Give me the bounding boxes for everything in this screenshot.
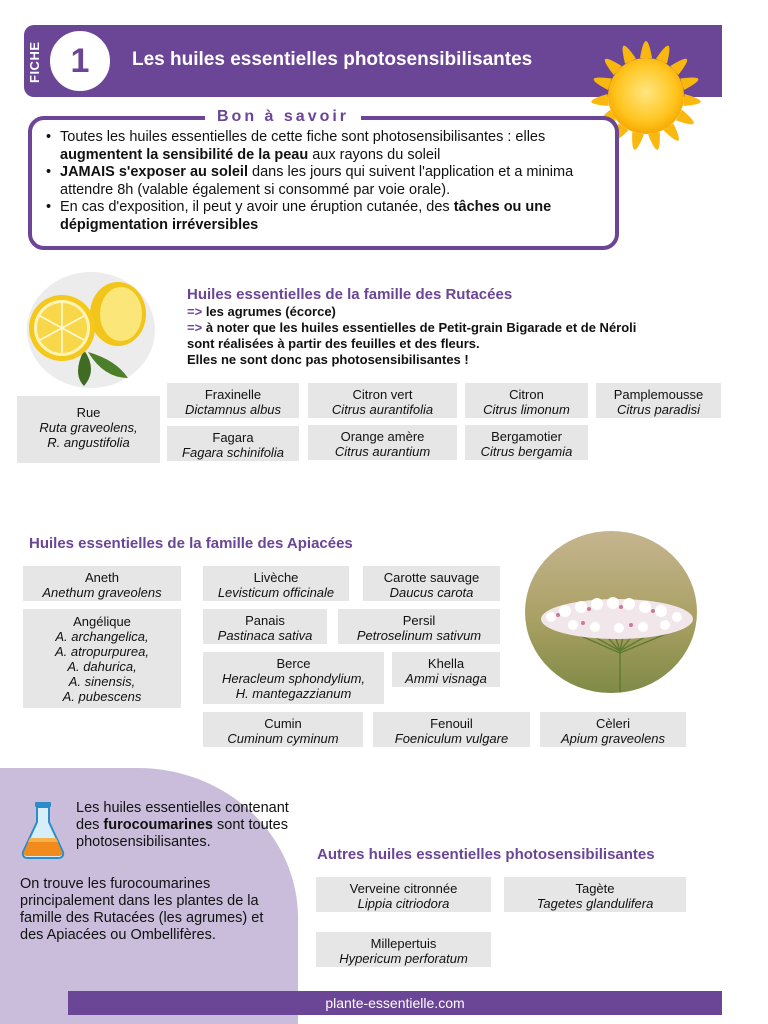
plant-card-angelique: Angélique A. archangelica, A. atropurpurea, A. dahurica, A. sinensis, A. pubescens bbox=[23, 609, 181, 708]
furocoumarines-detail: On trouve les furocoumarines principalement dans les plantes de la famille des Rutacées (les agrumes) et des Apiacées ou Ombellifères. bbox=[20, 876, 264, 943]
bon-a-savoir-item: • Toutes les huiles essentielles de cette fiche sont photosensibilisantes : elles augmentent la sensibilité de la peau aux rayons du soleil bbox=[44, 129, 604, 164]
plant-card-fagara: Fagara Fagara schinifolia bbox=[167, 426, 299, 461]
rutacees-notes: => les agrumes (écorce) => à noter que les huiles essentielles de Petit-grain Bigarade et de Néroli sont réalisées à partir des feuilles et des fleurs. Elles ne sont donc pas photosensibilisantes ! bbox=[187, 304, 637, 367]
footer-site: plante-essentielle.com bbox=[68, 991, 722, 1015]
rutacees-title: Huiles essentielles de la famille des Rutacées bbox=[187, 286, 513, 303]
bon-a-savoir-item: • JAMAIS s'exposer au soleil dans les jours qui suivent l'application et a minima attendre 8h (valable également si consommé par voie orale). bbox=[44, 164, 604, 199]
plant-card-cumin: Cumin Cuminum cyminum bbox=[203, 712, 363, 747]
plant-card-millepertuis: Millepertuis Hypericum perforatum bbox=[316, 932, 491, 967]
plant-card-berce: Berce Heracleum sphondylium, H. mantegazzianum bbox=[203, 652, 384, 704]
plant-card-celeri: Cèleri Apium graveolens bbox=[540, 712, 686, 747]
furocoumarines-intro: Les huiles essentielles contenant des furocoumarines sont toutes photosensibilisantes. bbox=[76, 800, 289, 850]
plant-card-tagete: Tagète Tagetes glandulifera bbox=[504, 877, 686, 912]
lemon-image bbox=[24, 270, 158, 390]
plant-card-bergamotier: Bergamotier Citrus bergamia bbox=[465, 425, 588, 460]
plant-card-aneth: Aneth Anethum graveolens bbox=[23, 566, 181, 601]
plant-card-persil: Persil Petroselinum sativum bbox=[338, 609, 500, 644]
fiche-label: FICHE bbox=[27, 41, 42, 83]
plant-card-orange-amere: Orange amère Citrus aurantium bbox=[308, 425, 457, 460]
plant-card-citron: Citron Citrus limonum bbox=[465, 383, 588, 418]
bon-a-savoir-title: Bon à savoir bbox=[205, 106, 361, 128]
fiche-number: 1 bbox=[70, 42, 90, 80]
plant-card-fenouil: Fenouil Foeniculum vulgare bbox=[373, 712, 530, 747]
plant-card-citron-vert: Citron vert Citrus aurantifolia bbox=[308, 383, 457, 418]
bon-a-savoir-item: • En cas d'exposition, il peut y avoir une éruption cutanée, des tâches ou une dépigmentation irréversibles bbox=[44, 199, 604, 234]
flask-icon bbox=[20, 800, 66, 860]
plant-card-verveine-citronnee: Verveine citronnée Lippia citriodora bbox=[316, 877, 491, 912]
autres-title: Autres huiles essentielles photosensibilisantes bbox=[317, 846, 655, 863]
plant-card-carotte-sauvage: Carotte sauvage Daucus carota bbox=[363, 566, 500, 601]
umbel-flower-image bbox=[525, 531, 697, 693]
plant-card-khella: Khella Ammi visnaga bbox=[392, 652, 500, 687]
plant-card-panais: Panais Pastinaca sativa bbox=[203, 609, 327, 644]
plant-card-rue: Rue Ruta graveolens, R. angustifolia bbox=[17, 396, 160, 463]
plant-card-liveche: Livèche Levisticum officinale bbox=[203, 566, 349, 601]
plant-card-fraxinelle: Fraxinelle Dictamnus albus bbox=[167, 383, 299, 418]
page-title: Les huiles essentielles photosensibilisantes bbox=[132, 49, 533, 70]
plant-card-pamplemousse: Pamplemousse Citrus paradisi bbox=[596, 383, 721, 418]
apiacees-title: Huiles essentielles de la famille des Apiacées bbox=[29, 535, 353, 552]
bon-a-savoir-list bbox=[44, 129, 604, 234]
